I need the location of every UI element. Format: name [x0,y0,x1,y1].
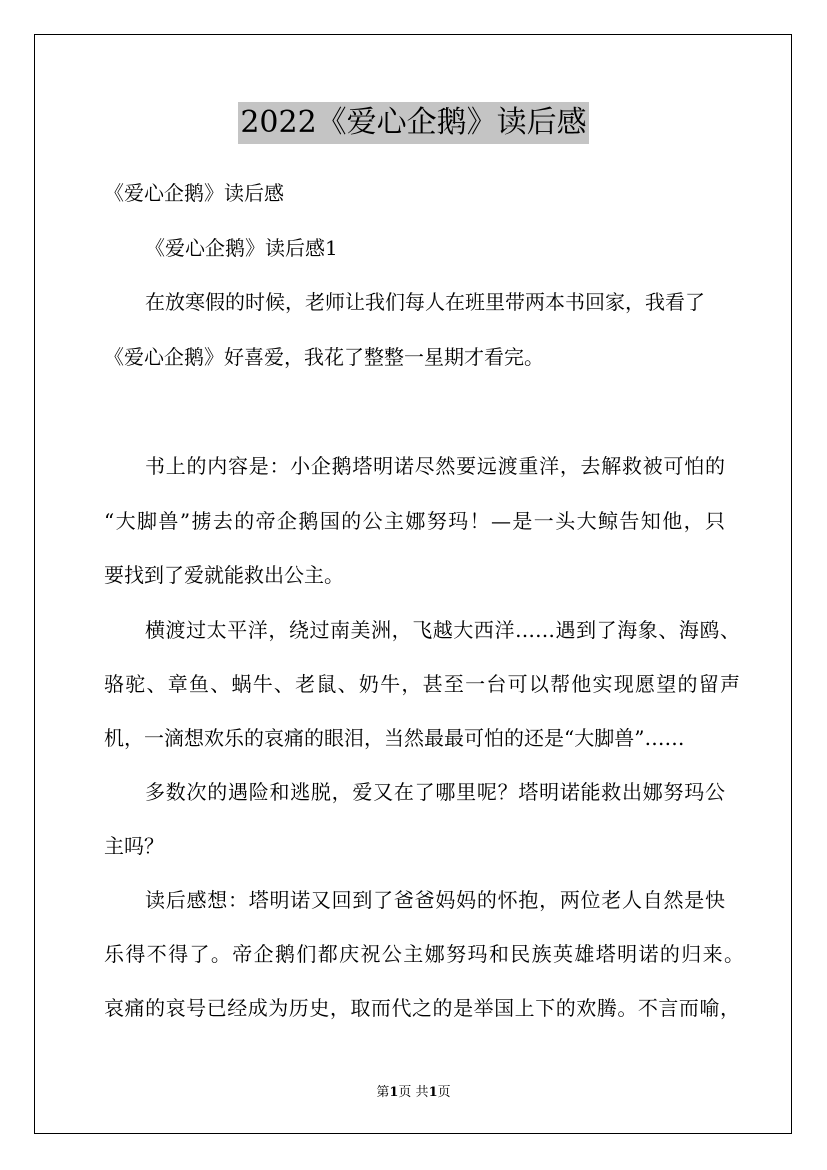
paragraph-line: 主吗？ [104,834,164,858]
paragraph-line: 《爱心企鹅》好喜爱，我花了整整一星期才看完。 [104,345,544,369]
document-subheading: 《爱心企鹅》读后感1 [145,236,338,260]
page-footer [0,1084,827,1102]
paragraph-line: 在放寒假的时候，老师让我们每人在班里带两本书回家，我看了 [145,290,705,314]
document-title [0,102,827,144]
page-suffix: 页 [437,1085,451,1100]
paragraph-line: 多数次的遇险和逃脱，爱又在了哪里呢？塔明诺能救出娜努玛公 [145,780,725,804]
paragraph-line: “大脚兽”掳去的帝企鹅国的公主娜努玛！—是一头大鲸告知他，只 [104,509,725,533]
paragraph-line: 书上的内容是：小企鹅塔明诺尽然要远渡重洋，去解救被可怕的 [145,454,725,478]
paragraph-line: 哀痛的哀号已经成为历史，取而代之的是举国上下的欢腾。不言而喻， [104,996,740,1020]
page-prefix: 第 [376,1085,390,1100]
page-current: 1 [389,1085,399,1100]
paragraph-line: 要找到了爱就能救出公主。 [104,563,344,587]
page-mid: 页 共 [398,1085,429,1100]
paragraph-line: 骆驼、章鱼、蜗牛、老鼠、奶牛，甚至一台可以帮他实现愿望的留声 [104,672,740,696]
paragraph-line: 读后感想：塔明诺又回到了爸爸妈妈的怀抱，两位老人自然是快 [145,888,725,912]
document-title-text: 2022《爱心企鹅》读后感 [238,102,588,144]
paragraph-line: 横渡过太平洋，绕过南美洲，飞越大西洋……遇到了海象、海鸥、 [145,618,740,642]
paragraph-line: 乐得不得了。帝企鹅们都庆祝公主娜努玛和民族英雄塔明诺的归来。 [104,942,744,966]
document-heading: 《爱心企鹅》读后感 [104,181,284,205]
paragraph-line: 机，一滴想欢乐的哀痛的眼泪，当然最最可怕的还是“大脚兽”…… [104,726,685,750]
page-total: 1 [428,1085,438,1100]
